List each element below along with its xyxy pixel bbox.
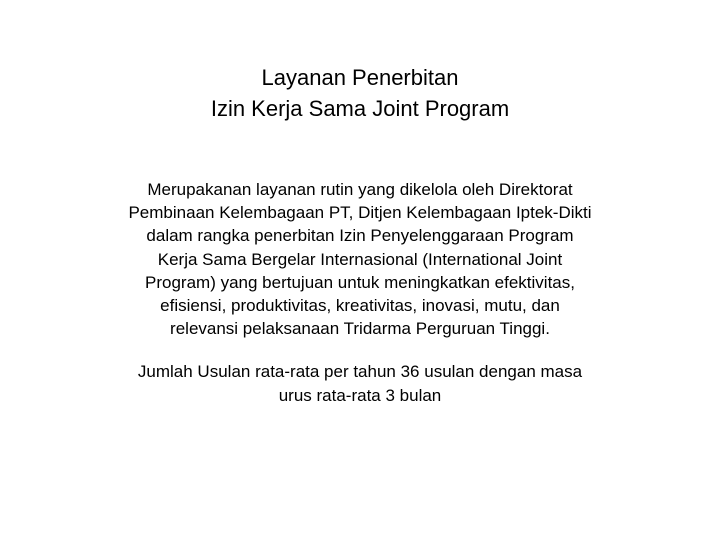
paragraph-spacer <box>60 340 660 360</box>
slide-title <box>60 62 660 124</box>
description-line: efisiensi, produktivitas, kreativitas, inovasi, mutu, dan <box>160 296 560 316</box>
description-line: Pembinaan Kelembagaan PT, Ditjen Kelembagaan Iptek-Dikti <box>128 203 592 223</box>
slide-body <box>60 178 660 407</box>
description-line: Program) yang bertujuan untuk meningkatkan efektivitas, <box>145 272 575 292</box>
summary-line: urus rata-rata 3 bulan <box>278 385 442 405</box>
description-paragraph <box>60 178 660 340</box>
title-line-2: Izin Kerja Sama Joint Program <box>210 96 510 121</box>
description-line: relevansi pelaksanaan Tridarma Perguruan Tinggi. <box>170 319 550 339</box>
description-line: dalam rangka penerbitan Izin Penyelenggaraan Program <box>146 226 574 246</box>
summary-paragraph <box>60 360 660 406</box>
summary-line: Jumlah Usulan rata-rata per tahun 36 usulan dengan masa <box>137 362 583 382</box>
description-line: Kerja Sama Bergelar Internasional (International Joint <box>157 249 563 269</box>
title-line-1: Layanan Penerbitan <box>261 65 459 90</box>
description-line: Merupakanan layanan rutin yang dikelola oleh Direktorat <box>147 180 573 199</box>
